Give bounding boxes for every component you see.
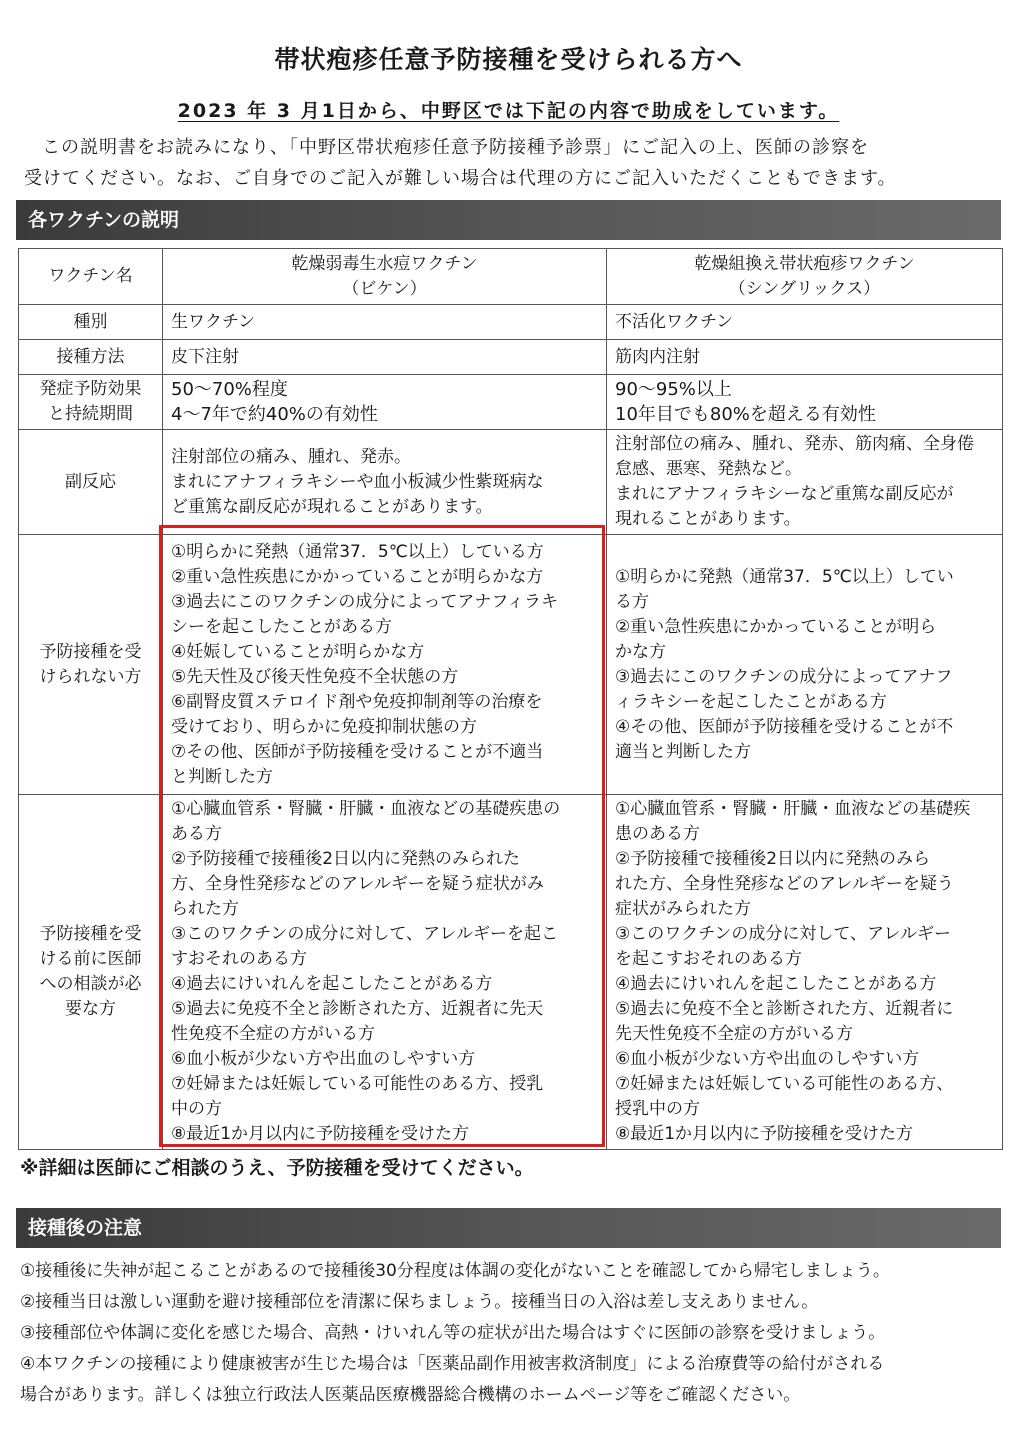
- subtitle-text: 2023 年 3 月1日から、中野区では下記の内容で助成をしています。: [177, 100, 840, 122]
- cell-cannot-v1: [163, 535, 607, 795]
- row-label-consult-line: 要な方: [65, 999, 116, 1019]
- cell-line: 10年目でも80%を超える有効性: [615, 404, 876, 425]
- cell-line: まれにアナフィラキシーなど重篤な副反応が: [615, 484, 954, 504]
- row-label-consult: [19, 795, 163, 1150]
- row-label-effect-line: と持続期間: [48, 404, 133, 424]
- list-item: ある方: [171, 824, 222, 844]
- list-item: 中の方: [171, 1099, 222, 1119]
- note: ※詳細は医師にご相談のうえ、予防接種を受けてください。: [20, 1157, 534, 1179]
- after-note-item: ③接種部位や体調に変化を感じた場合、高熱・けいれん等の症状が出た場合はすぐに医師の診察を受けましょう。: [20, 1323, 886, 1343]
- cell-line: ど重篤な副反応が現れることがあります。: [171, 496, 493, 517]
- list-item: 症状がみられた方: [615, 899, 751, 919]
- table-row-side-effects: [19, 430, 1003, 535]
- list-item: ②重い急性疾患にかかっていることが明らかな方: [171, 566, 544, 587]
- table-row-consult: [19, 795, 1003, 1150]
- after-note-item: ②接種当日は激しい運動を避け接種部位を清潔に保ちましょう。接種当日の入浴は差し支えありません。: [20, 1292, 819, 1312]
- table-row-method: [19, 340, 1003, 375]
- list-item: ①心臓血管系・腎臓・肝臓・血液などの基礎疾: [615, 799, 971, 819]
- page-title: 帯状疱疹任意予防接種を受けられる方へ: [274, 45, 743, 74]
- list-item: ②予防接種で接種後2日以内に発熱のみら: [615, 849, 931, 869]
- vaccine-table: [18, 248, 1003, 1150]
- cell-effect-v2: [607, 375, 1003, 430]
- list-item: 授乳中の方: [615, 1099, 700, 1119]
- list-item: と判断した方: [171, 766, 273, 787]
- list-item: ⑧最近1か月以内に予防接種を受けた方: [615, 1124, 914, 1144]
- list-item: 先天性免疫不全症の方がいる方: [615, 1024, 853, 1044]
- list-item: 適当と判断した方: [615, 741, 751, 762]
- list-item: ⑥血小板が少ない方や出血のしやすい方: [615, 1049, 920, 1069]
- list-item: ⑧最近1か月以内に予防接種を受けた方: [171, 1124, 470, 1144]
- cell-cannot-v2: [607, 535, 1003, 795]
- list-item: ⑦妊婦または妊娠している可能性のある方、: [615, 1074, 954, 1094]
- row-label-effect-line: 発症予防効果: [39, 379, 142, 399]
- col-header-vaccine-name: ワクチン名: [19, 249, 163, 305]
- list-item: ②予防接種で接種後2日以内に発熱のみられた: [171, 849, 521, 869]
- list-item: られた方: [171, 899, 239, 919]
- list-item: ④妊娠していることが明らかな方: [171, 641, 425, 662]
- vaccine2-name: 乾燥組換え帯状疱疹ワクチン: [694, 253, 915, 274]
- section-header-vaccines: 各ワクチンの説明: [16, 200, 1001, 240]
- list-item: ④その他、医師が予防接種を受けることが不: [615, 716, 954, 737]
- list-item: ③このワクチンの成分に対して、アレルギーを起こ: [171, 924, 558, 944]
- vaccine2-brand: （シングリックス）: [728, 278, 881, 299]
- row-label-side-effects: 副反応: [19, 430, 163, 535]
- list-item: ⑤先天性及び後天性免疫不全状態の方: [171, 666, 459, 687]
- table-row-type: [19, 305, 1003, 340]
- row-label-cannot-line: 予防接種を受: [39, 641, 142, 662]
- list-item: ①明らかに発熱（通常37．5℃以上）している方: [171, 541, 544, 562]
- table-row-header: [19, 249, 1003, 305]
- list-item: すおそれのある方: [171, 949, 307, 969]
- intro-line: 受けてください。なお、ご自身でのご記入が難しい場合は代理の方にご記入いただくこともできます。: [24, 168, 897, 189]
- row-label-consult-line: 予防接種を受: [39, 924, 142, 944]
- row-label-type: 種別: [19, 305, 163, 340]
- intro-line: この説明書をお読みになり、「中野区帯状疱疹任意予防接種予診票」にご記入の上、医師の診察を: [42, 137, 869, 158]
- cell-line: 現れることがあります。: [615, 509, 801, 529]
- table-row-effect: [19, 375, 1003, 430]
- list-item: ①心臓血管系・腎臓・肝臓・血液などの基礎疾患の: [171, 799, 561, 819]
- cell-line: 90～95%以上: [615, 379, 732, 400]
- list-item: ①明らかに発熱（通常37．5℃以上）してい: [615, 566, 954, 587]
- cell-method-v2: 筋肉内注射: [607, 340, 1003, 375]
- intro: [24, 132, 999, 194]
- cell-line: 4～7年で約40%の有効性: [171, 404, 378, 425]
- list-item: ⑦妊婦または妊娠している可能性のある方、授乳: [171, 1074, 544, 1094]
- cell-effect-v1: [163, 375, 607, 430]
- cell-type-v1: 生ワクチン: [163, 305, 607, 340]
- list-item: ④過去にけいれんを起こしたことがある方: [171, 974, 493, 994]
- list-item: ⑥血小板が少ない方や出血のしやすい方: [171, 1049, 476, 1069]
- cell-line: まれにアナフィラキシーや血小板減少性紫斑病な: [171, 471, 544, 492]
- after-note-item: ①接種後に失神が起こることがあるので接種後30分程度は体調の変化がないことを確認してから帰宅しましょう。: [20, 1261, 890, 1281]
- cell-line: 怠感、悪寒、発熱など。: [615, 459, 802, 479]
- list-item: ③過去にこのワクチンの成分によってアナフ: [615, 666, 953, 687]
- cell-consult-v2: [607, 795, 1003, 1150]
- list-item: ⑥副腎皮質ステロイド剤や免疫抑制剤等の治療を: [171, 691, 543, 712]
- cell-type-v2: 不活化ワクチン: [607, 305, 1003, 340]
- row-label-cannot: [19, 535, 163, 795]
- list-item: ②重い急性疾患にかかっていることが明ら: [615, 616, 937, 637]
- list-item: シーを起こしたことがある方: [171, 616, 392, 637]
- row-label-cannot-line: けられない方: [39, 666, 142, 687]
- after-note-item: ④本ワクチンの接種により健康被害が生じた場合は「医薬品副作用被害救済制度」による治療費等の給付がされる: [20, 1354, 885, 1374]
- cell-line: 注射部位の痛み、腫れ、発赤、筋肉痛、全身倦: [615, 434, 975, 454]
- list-item: 患のある方: [615, 824, 700, 844]
- cell-method-v1: 皮下注射: [163, 340, 607, 375]
- list-item: ⑦その他、医師が予防接種を受けることが不適当: [171, 741, 544, 762]
- vaccine1-name: 乾燥弱毒生水痘ワクチン: [291, 253, 478, 274]
- list-item: かな方: [615, 641, 666, 662]
- list-item: 受けており、明らかに免疫抑制状態の方: [171, 716, 477, 737]
- cell-side-v2: [607, 430, 1003, 535]
- col-header-vaccine2: [607, 249, 1003, 305]
- list-item: ③このワクチンの成分に対して、アレルギー: [615, 924, 951, 944]
- list-item: ⑤過去に免疫不全と診断された方、近親者に: [615, 999, 954, 1019]
- row-label-consult-line: ける前に医師: [39, 949, 142, 969]
- row-label-consult-line: への相談が必: [39, 974, 142, 994]
- row-label-method: 接種方法: [19, 340, 163, 375]
- list-item: ③過去にこのワクチンの成分によってアナフィラキ: [171, 591, 559, 612]
- after-note-item: 場合があります。詳しくは独立行政法人医薬品医療機器総合機構のホームページ等をご確認ください。: [20, 1385, 801, 1405]
- list-item: ィラキシーを起こしたことがある方: [615, 691, 887, 712]
- list-item: ⑤過去に免疫不全と診断された方、近親者に先天: [171, 999, 544, 1019]
- list-item: 方、全身性発疹などのアレルギーを疑う症状がみ: [171, 874, 544, 894]
- subtitle: [0, 96, 1017, 123]
- table-row-cannot: [19, 535, 1003, 795]
- row-label-effect: [19, 375, 163, 430]
- list-item: ④過去にけいれんを起こしたことがある方: [615, 974, 937, 994]
- cell-side-v1: [163, 430, 607, 535]
- after-notes: [20, 1256, 1005, 1411]
- vaccine1-brand: （ビケン）: [342, 278, 427, 299]
- cell-consult-v1: [163, 795, 607, 1150]
- list-item: る方: [615, 591, 649, 612]
- cell-line: 注射部位の痛み、腫れ、発赤。: [171, 446, 412, 467]
- list-item: れた方、全身性発疹などのアレルギーを疑う: [615, 874, 954, 894]
- list-item: 性免疫不全症の方がいる方: [171, 1024, 375, 1044]
- col-header-vaccine1: [163, 249, 607, 305]
- list-item: を起こすおそれのある方: [615, 949, 802, 969]
- cell-line: 50～70%程度: [171, 379, 288, 400]
- section-header-after: 接種後の注意: [16, 1208, 1001, 1248]
